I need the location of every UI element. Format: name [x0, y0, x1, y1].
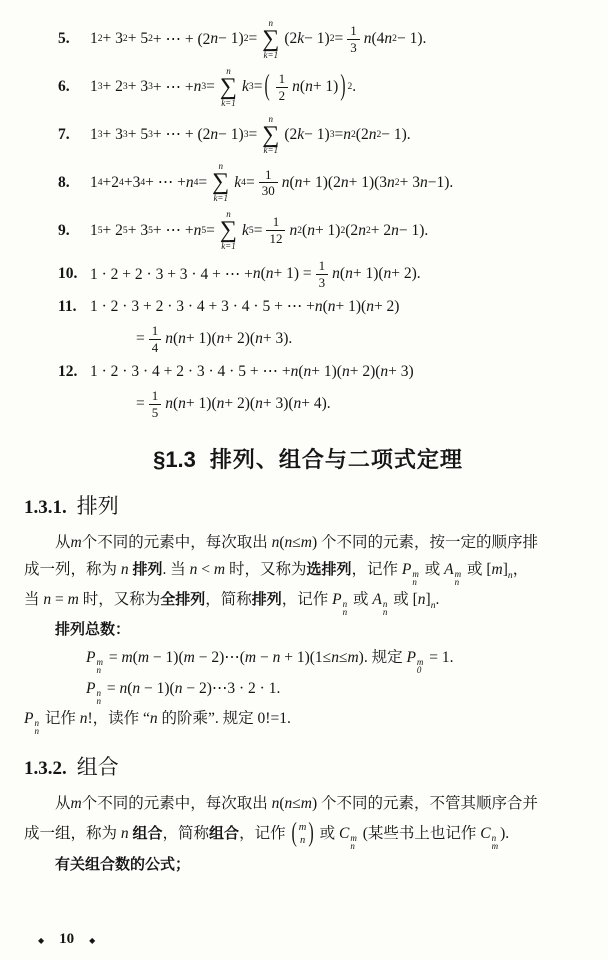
subsection-2-body	[24, 790, 592, 878]
formula-expression: = 1 5 n ( n + 1)( n + 2)( n + 3)( n + 4).	[136, 388, 331, 420]
formula-row	[24, 19, 592, 60]
text-line: P m n = m(m − 1)(m − 2)⋯(m − n + 1)(1≤n≤m). 规定 P m 0 = 1.	[86, 648, 454, 675]
formula-expression: 1 3 + 3 3 + 5 3 + ⋯ + (2 n − 1) 3 = n ∑ k=1 (2 k − 1) 3 = n 2 (2 n 2 − 1).	[90, 113, 411, 156]
subsection-2-title: 组合	[76, 754, 119, 779]
text-line: 当 n = m 时，又称为全排列，简称排列，记作 P n n 或 A n n 或 $[n]_n$.	[24, 590, 440, 617]
subsection-2-number: 1.3.2.	[24, 757, 67, 779]
subsection-1-heading	[24, 490, 592, 520]
section-heading	[24, 443, 592, 474]
text-line: P n n = n(n − 1)(n − 2)⋯3 · 2 · 1.	[86, 679, 281, 706]
subsection-1-title: 排列	[76, 493, 119, 518]
formula-expression: 1 2 + 3 2 + 5 2 + ⋯ + (2 n − 1) 2 = n ∑ k=1 (2 k − 1) 2 = 1 3 n (4 n 2 − 1).	[90, 18, 427, 60]
formula-row	[24, 323, 592, 355]
text-line: 从m个不同的元素中，每次取出 n(n≤m) 个不同的元素，按一定的顺序排	[55, 533, 539, 551]
formula-number: 10.	[58, 265, 78, 283]
formula-row	[24, 297, 592, 316]
formula-row	[24, 115, 592, 156]
formula-expression: = 1 4 n ( n + 1)( n + 2)( n + 3).	[136, 323, 293, 355]
formula-expression: 1 · 2 + 2 · 3 + 3 · 4 + ⋯ + n ( n + 1) = 1 3 n ( n + 1)( n + 2).	[90, 257, 421, 290]
text-line: 成一列，称为 n 排列. 当 n < m 时，又称为选排列，记作 P m n 或 A m n 或 $[m]_n$，	[24, 560, 529, 587]
formula-number: 11.	[58, 297, 77, 315]
formula-list	[24, 19, 592, 421]
formula-expression: 1 · 2 · 3 + 2 · 3 · 4 + 3 · 4 · 5 + ⋯ + n ( n + 1)( n + 2)	[90, 297, 400, 316]
text-line: 成一组，称为 n 组合，简称组合，记作 ( m n ) 或 C m n (某些书上也记作 C n m ).	[24, 818, 510, 851]
footer-left-mark: ◆	[38, 935, 45, 945]
text-line: 有关组合数的公式；	[55, 855, 191, 873]
page-footer	[38, 931, 95, 948]
formula-expression: 1 5 + 2 5 + 3 5 + ⋯ + n 5 = n ∑ k=1 k 5 = 1 12 n 2 ( n + 1) 2 (2 n 2 + 2 n − 1).	[90, 209, 429, 251]
section-title: 排列、组合与二项式定理	[209, 446, 463, 472]
formula-number: 7.	[58, 125, 70, 143]
formula-row	[24, 162, 592, 203]
text-line: P n n 记作 n!，读作 “n 的阶乘”. 规定 0!=1.	[24, 709, 291, 736]
formula-row	[24, 210, 592, 251]
formula-expression: 1 · 2 · 3 · 4 + 2 · 3 · 4 · 5 + ⋯ + n ( n + 1)( n + 2)( n + 3)	[90, 362, 414, 381]
formula-number: 9.	[58, 221, 70, 239]
formula-row	[24, 67, 592, 108]
footer-right-mark: ◆	[89, 935, 96, 945]
section-number: §1.3	[153, 446, 196, 472]
formula-expression: 1 4 +2 4 +3 4 + ⋯ + n 4 = n ∑ k=1 k 4 = 1 30 n ( n + 1)(2 n + 1)(3 n 2 + 3 n −1).	[90, 161, 454, 204]
formula-row	[24, 258, 592, 290]
text-line: 从m个不同的元素中，每次取出 n(n≤m) 个不同的元素，不管其顺序合并	[55, 794, 539, 812]
formula-number: 6.	[58, 78, 70, 96]
text-line: 排列总数：	[55, 620, 131, 638]
formula-row	[24, 362, 592, 381]
subsection-2-heading	[24, 751, 592, 781]
formula-row	[24, 388, 592, 420]
formula-number: 12.	[58, 362, 78, 380]
formula-number: 8.	[58, 173, 70, 191]
formula-expression: 1 3 + 2 3 + 3 3 + ⋯ + n 3 = n ∑ k=1 k 3 = ( 1 2 n ( n + 1) ) 2 .	[90, 65, 357, 108]
subsection-1-number: 1.3.1.	[24, 496, 67, 518]
page-number: 10	[59, 931, 75, 947]
formula-number: 5.	[58, 30, 70, 48]
subsection-1-body	[24, 529, 592, 735]
